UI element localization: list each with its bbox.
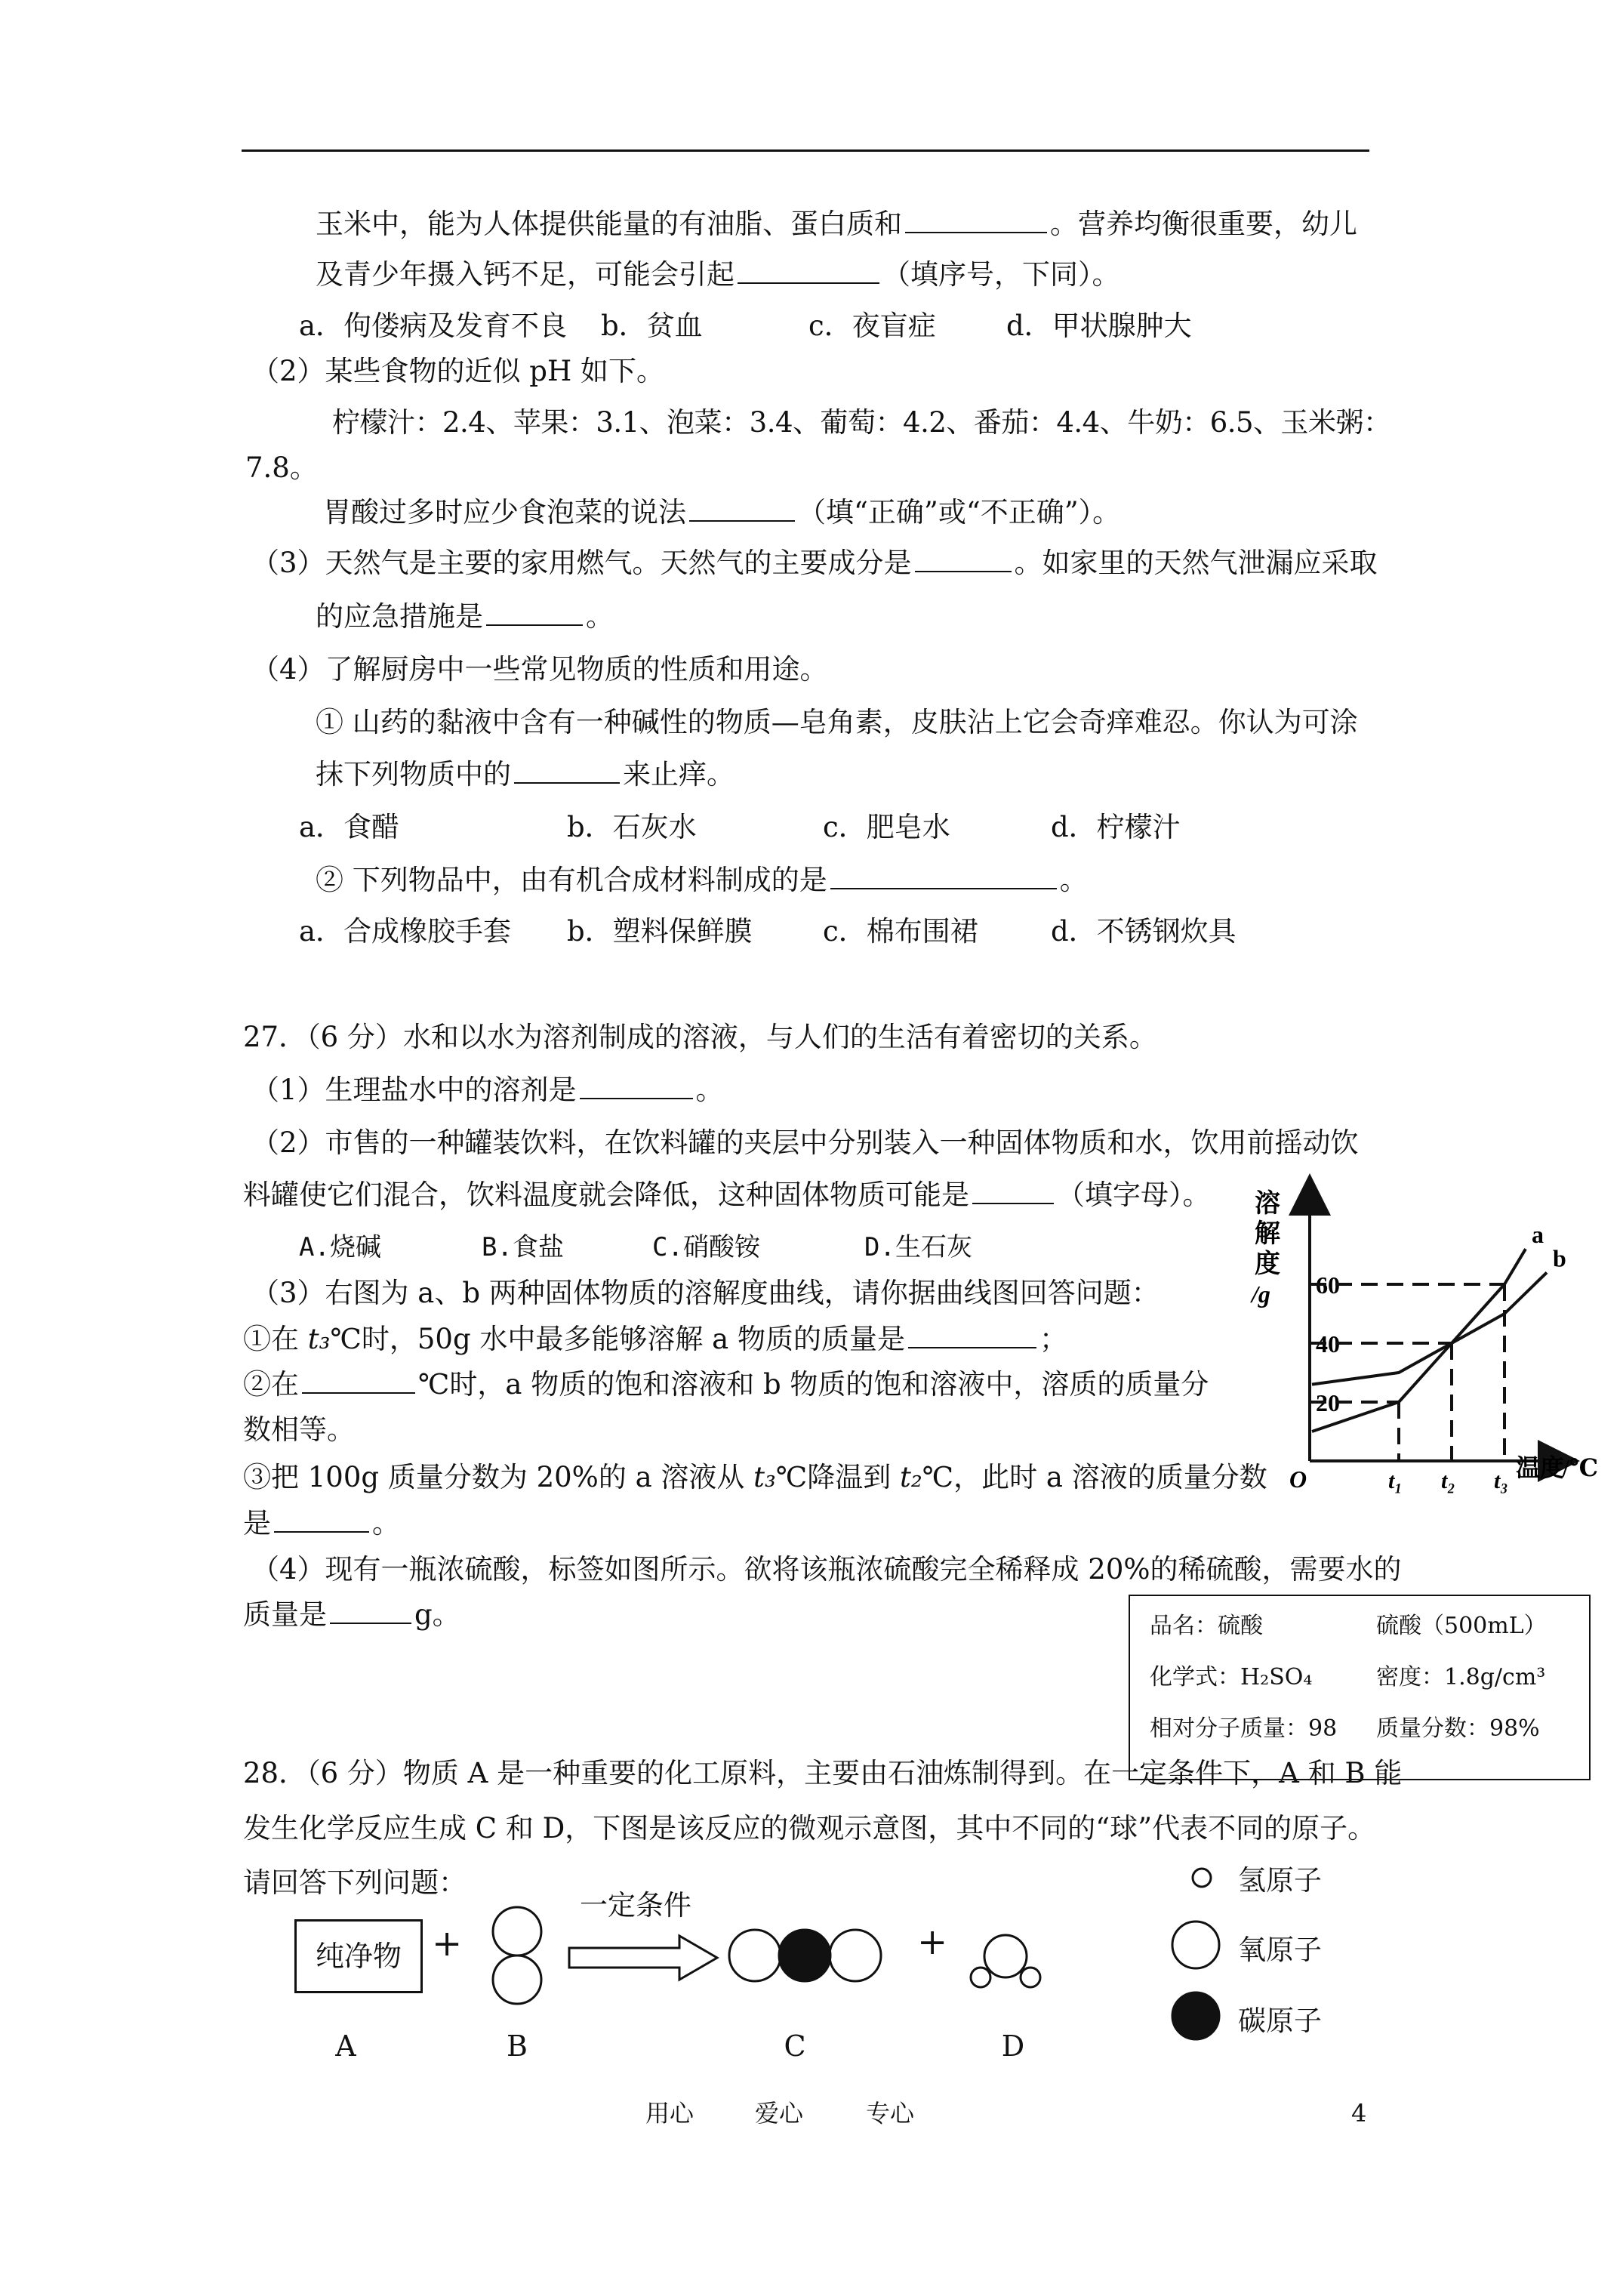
answer-blank[interactable] <box>905 206 1047 233</box>
footer-motto-2: 爱心 <box>755 2099 804 2128</box>
y-tick-label: 40 <box>1316 1330 1340 1358</box>
molecule-d-h2o <box>968 1929 1043 1989</box>
q27-part3-title: （3）右图为 a、b 两种固体物质的溶解度曲线，请你据曲线图回答问题： <box>251 1277 1160 1309</box>
footer-motto-1: 用心 <box>645 2099 694 2128</box>
legend-hydrogen: 氢原子 <box>1238 1864 1322 1897</box>
q26-part2-title: （2）某些食物的近似 pH 如下。 <box>251 355 665 387</box>
answer-blank[interactable] <box>486 599 583 626</box>
option-d: d．柠檬汁 <box>1051 811 1181 843</box>
label-density: 密度：1.8g/cm³ <box>1376 1664 1546 1690</box>
solubility-curve-chart <box>1238 1178 1599 1493</box>
answer-blank[interactable] <box>908 1321 1036 1348</box>
option-c: C.硝酸铵 <box>652 1232 760 1262</box>
x-tick-label: t₃ <box>1494 1469 1508 1493</box>
plus-sign-1: + <box>432 1922 463 1965</box>
x-label: 温度 <box>1516 1454 1565 1481</box>
footer-motto-3: 专心 <box>866 2099 915 2128</box>
option-c: c．棉布围裙 <box>823 915 978 948</box>
reaction-arrow <box>566 1931 725 1984</box>
q26-line1: 玉米中，能为人体提供能量的有油脂、蛋白质和 。营养均衡很重要，幼儿 <box>316 208 1357 240</box>
q26-part4-title: （4）了解厨房中一些常见物质的性质和用途。 <box>251 653 828 686</box>
legend-oxygen: 氧原子 <box>1238 1934 1322 1966</box>
y-tick-label: 20 <box>1316 1389 1340 1416</box>
curve-label-b: b <box>1553 1244 1566 1272</box>
q26-ph-list: 柠檬汁：2.4、苹果：3.1、泡菜：3.4、葡萄：4.2、番茄：4.4、牛奶：6.5、玉米粥： <box>332 406 1391 439</box>
plus-sign-2: + <box>917 1921 948 1963</box>
header-rule <box>242 149 1369 152</box>
y-label-1: 溶 <box>1255 1190 1280 1218</box>
origin-label: O <box>1289 1465 1307 1493</box>
option-b: b．石灰水 <box>567 811 697 843</box>
answer-blank[interactable] <box>274 1505 369 1533</box>
label-c: C <box>784 2029 806 2063</box>
hydrogen-atom <box>971 1968 990 1987</box>
label-mass-fraction: 质量分数：98% <box>1376 1715 1540 1742</box>
curve-a <box>1312 1249 1526 1432</box>
oxygen-atom <box>729 1930 781 1981</box>
option-d: D.生石灰 <box>864 1232 972 1262</box>
label-product: 硫酸（500mL） <box>1376 1613 1547 1639</box>
answer-blank[interactable] <box>738 257 879 284</box>
molecule-c-co2 <box>725 1925 887 1986</box>
answer-blank[interactable] <box>580 1072 693 1099</box>
option-a: a．合成橡胶手套 <box>299 915 512 948</box>
option-b: b．塑料保鲜膜 <box>567 915 753 948</box>
q26-part4-1-line2: 抹下列物质中的 来止痒。 <box>316 758 735 791</box>
hydrogen-atom <box>1021 1968 1040 1987</box>
answer-blank[interactable] <box>330 1597 411 1624</box>
carbon-atom <box>779 1930 830 1981</box>
substance-a-box: 纯净物 <box>294 1919 423 1993</box>
y-tick-label: 60 <box>1316 1271 1340 1299</box>
q26-part4-1-line1: ① 山药的黏液中含有一种碱性的物质—皂角素，皮肤沾上它会奇痒难忍。你认为可涂 <box>316 706 1358 738</box>
option-b: b．贫血 <box>601 310 703 342</box>
q27-title: 27．（6 分）水和以水为溶剂制成的溶液，与人们的生活有着密切的关系。 <box>243 1021 1157 1053</box>
q26-part3-line2: 的应急措施是 。 <box>316 600 614 633</box>
option-a: A.烧碱 <box>299 1232 381 1262</box>
label-a: A <box>335 2029 356 2063</box>
q27-part3-3-line1: ③把 100g 质量分数为 20%的 a 溶液从 t₃℃降温到 t₂℃，此时 a 溶液的质量分数 <box>243 1461 1267 1493</box>
label-d: D <box>1001 2029 1025 2063</box>
oxygen-atom <box>830 1930 881 1981</box>
label-name: 品名：硫酸 <box>1150 1613 1263 1639</box>
option-c: c．肥皂水 <box>823 811 950 843</box>
molecule-b-o2 <box>483 1903 551 2008</box>
option-c: c．夜盲症 <box>808 310 936 342</box>
formula-value: H₂SO₄ <box>1240 1664 1313 1690</box>
answer-blank[interactable] <box>302 1367 415 1394</box>
q28-line3: 请回答下列问题： <box>243 1866 467 1899</box>
q27-part1: （1）生理盐水中的溶剂是 。 <box>251 1074 724 1106</box>
q27-part3-3-line2: 是 。 <box>243 1507 400 1539</box>
sulfuric-acid-label <box>1129 1595 1591 1780</box>
q27-part4-line1: （4）现有一瓶浓硫酸，标签如图所示。欲将该瓶浓硫酸完全稀释成 20%的稀硫酸，需要水的 <box>251 1553 1402 1586</box>
answer-blank[interactable] <box>689 495 795 522</box>
q26-part3-line1: （3）天然气是主要的家用燃气。天然气的主要成分是 。如家里的天然气泄漏应采取 <box>251 547 1378 579</box>
q27-part4-line2: 质量是 g。 <box>243 1598 460 1631</box>
q27-part3-1: ①在 t₃℃时，50g 水中最多能够溶解 a 物质的质量是 ； <box>243 1323 1067 1355</box>
q26-line2: 及青少年摄入钙不足，可能会引起 （填序号，下同）。 <box>316 258 1120 291</box>
y-label-3: 度 <box>1255 1250 1280 1278</box>
answer-blank[interactable] <box>830 862 1057 889</box>
legend-carbon: 碳原子 <box>1238 2005 1322 2037</box>
page-number: 4 <box>1351 2099 1367 2128</box>
legend-hydrogen-icon <box>1189 1865 1215 1891</box>
q28-line2: 发生化学反应生成 C 和 D，下图是该反应的微观示意图，其中不同的“球”代表不同的原子。 <box>243 1812 1376 1845</box>
q27-part2-line1: （2）市售的一种罐装饮料，在饮料罐的夹层中分别装入一种固体物质和水，饮用前摇动饮 <box>251 1126 1359 1159</box>
x-tick-label: t₂ <box>1441 1469 1455 1493</box>
q26-part4-2-line: ② 下列物品中，由有机合成材料制成的是 。 <box>316 864 1088 896</box>
x-label-unit: /℃ <box>1563 1454 1599 1481</box>
q27-part3-2-line2: 数相等。 <box>243 1413 355 1446</box>
option-a: a．食醋 <box>299 811 400 843</box>
q27-part2-line2: 料罐使它们混合，饮料温度就会降低，这种固体物质可能是 （填字母）。 <box>243 1179 1211 1211</box>
y-label-4: /g <box>1252 1281 1270 1308</box>
legend-oxygen-icon <box>1169 1918 1223 1972</box>
q26-ph-list-end: 7.8。 <box>245 451 318 484</box>
legend-carbon-icon <box>1169 1989 1223 2043</box>
curve-label-a: a <box>1532 1221 1544 1249</box>
x-tick-label: t₁ <box>1388 1469 1403 1493</box>
answer-blank[interactable] <box>915 545 1012 572</box>
y-label-2: 解 <box>1255 1220 1280 1248</box>
label-b: B <box>507 2029 528 2063</box>
oxygen-atom <box>493 1955 541 2004</box>
option-a: a．佝偻病及发育不良 <box>299 310 568 342</box>
q27-part3-2-line1: ②在 ℃时，a 物质的饱和溶液和 b 物质的饱和溶液中，溶质的质量分 <box>243 1368 1209 1401</box>
q26-part2-question: 胃酸过多时应少食泡菜的说法 （填“正确”或“不正确”）。 <box>323 496 1121 529</box>
option-b: B.食盐 <box>482 1232 564 1262</box>
oxygen-atom <box>984 1935 1027 1977</box>
option-d: d．甲状腺肿大 <box>1006 310 1192 342</box>
answer-blank[interactable] <box>514 757 620 784</box>
label-formula: 化学式：H₂SO₄ <box>1150 1664 1313 1690</box>
answer-blank[interactable] <box>972 1177 1054 1204</box>
label-molar-mass: 相对分子质量：98 <box>1150 1715 1338 1742</box>
oxygen-atom <box>493 1907 541 1955</box>
option-d: d．不锈钢炊具 <box>1051 915 1236 948</box>
q28-line1: 28．（6 分）物质 A 是一种重要的化工原料，主要由石油炼制得到。在一定条件下，A 和 B 能 <box>243 1757 1403 1789</box>
reaction-condition: 一定条件 <box>580 1889 691 1922</box>
